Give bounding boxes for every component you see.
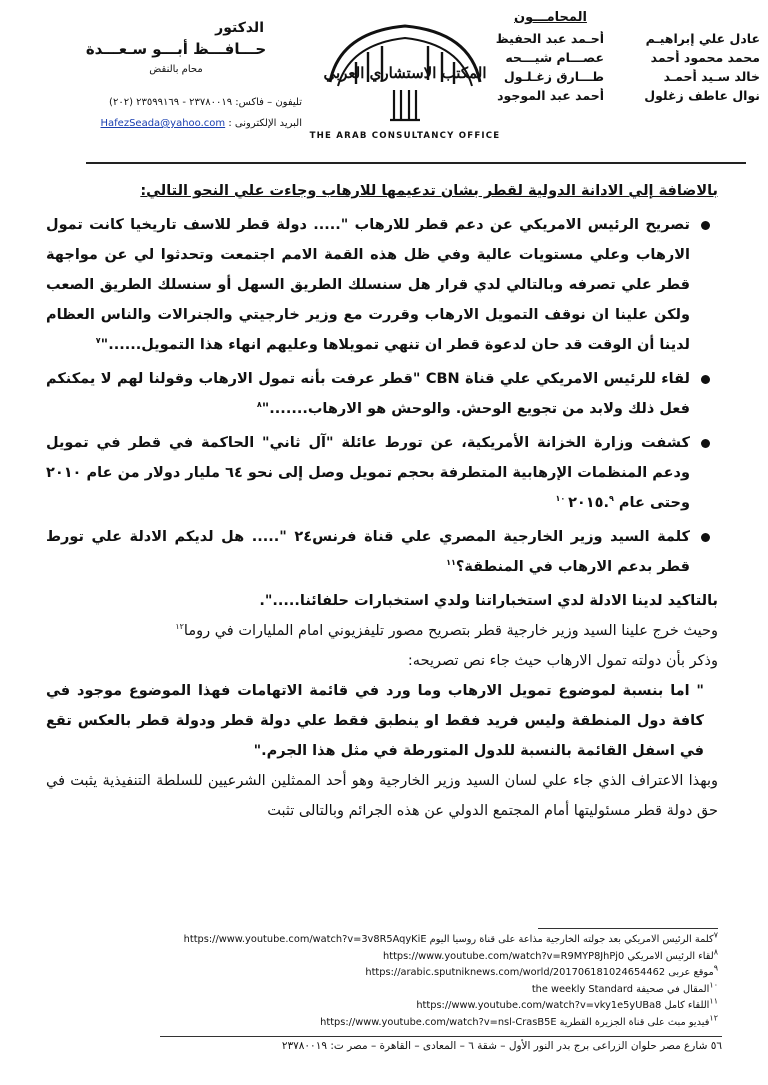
- lawyers-list: [474, 31, 760, 103]
- footnote: [150, 998, 718, 1015]
- doctor-title: الدكتور: [215, 20, 264, 36]
- doctor-subtitle: محام بالنقض: [149, 64, 203, 75]
- office-name-ar: المكتب الاستشاري العربي: [323, 64, 487, 82]
- footnote-ref: ٨: [256, 400, 262, 410]
- lawyer-name: طـــارق زغـلـول: [503, 69, 604, 84]
- list-item: [46, 364, 718, 424]
- office-name-en: THE ARAB CONSULTANCY OFFICE: [309, 131, 501, 141]
- footnote-number: ٧: [713, 932, 718, 940]
- quote-block: " اما بنسبة لموضوع تمويل الارهاب وما ورد في قائمة الاتهامات فهذا الموضوع موجود في كافة دول المنطقة وليس فريد فقط او ينطبق فقط علي دولة قطر ودولة قطر بالعكس تقع في اسفل القائمة بالنسبة للدول المتورطة في مثل هذا الجرم.": [46, 683, 704, 759]
- footnote-label: موقع عربى: [668, 967, 714, 979]
- footnote-link[interactable]: https://www.youtube.com/watch?v=R9MYP8JhPj0: [383, 950, 625, 962]
- footnote-ref: ٩ ١٠: [555, 494, 614, 504]
- footnote-number: ٩: [713, 965, 718, 973]
- bullet-icon: [701, 439, 710, 448]
- header-divider: [86, 162, 746, 164]
- lawyers-heading: المحامـــون: [514, 10, 587, 25]
- footnote-ref: ٧: [95, 336, 101, 346]
- bullet-text: تصريح الرئيس الامريكي عن دعم قطر للارهاب "..... دولة قطر للاسف تاريخيا كانت تمول الارهاب وعلي مستويات عالية وفي ظل هذه القمة الامم اجتمعت وتحدثوا لي عن مواجهة قطر علي تصرفه وبالتالي لدي قرار هل سنسلك الطريق السهل أو سنسلك الطريق الصعب ولكن علينا ان نوقف التمويل الارهاب وقررت مع وزير خارجيتي والجنرالات والناس العظام لدينا أن الوقت قد حان لدعوة قطر ان تنهي تمويلاها وعليهم انهاء هذا التمويل......": [46, 217, 690, 353]
- footnote-link[interactable]: https://arabic.sputniknews.com/world/201706181024654462: [365, 967, 666, 979]
- paragraph: [46, 616, 718, 646]
- footnote: [150, 965, 718, 982]
- footnote-ref: ١٢: [175, 622, 184, 632]
- footnote-label: لقاء الرئيس الامريكي: [627, 950, 714, 962]
- bullet-icon: [701, 375, 710, 384]
- footnote-label: فيديو مبث على قناة الجزيرة القطرية: [559, 1016, 710, 1028]
- lawyer-name: أحمد عبد الموجود: [497, 88, 604, 103]
- lawyers-block: [474, 10, 760, 130]
- email-label: البريد الإلكترونى :: [228, 118, 302, 129]
- footnote: [150, 1015, 718, 1032]
- document-body: [46, 176, 718, 826]
- bullet-text: لقاء للرئيس الامريكي علي قناة CBN "قطر عرفت بأنه تمول الارهاب وقولنا لهم لا يمكنكم فعل ذلك ولابد من تجويع الوحش. والوحش هو الارهاب.......": [46, 371, 690, 417]
- bullet-icon: [701, 221, 710, 230]
- list-item: [46, 428, 718, 518]
- footnote-label: اللقاء كامل: [664, 1000, 710, 1012]
- list-item: [46, 522, 718, 582]
- follow-up-line: بالتاكيد لدينا الادلة لدي استخباراتنا ولدي استخبارات حلفائنا.....".: [259, 593, 718, 609]
- email-line: [62, 118, 302, 129]
- doctor-block: [60, 20, 292, 75]
- doctor-name: حـــافـــظ أبـــو سـعـــدة: [85, 40, 267, 58]
- footnote-link[interactable]: https://www.youtube.com/watch?v=nsl-CrasB5E: [320, 1016, 557, 1028]
- paragraph-text: وحيث خرج علينا السيد وزير خارجية قطر بتصريح مصور تليفزيوني امام المليارات في روما: [183, 623, 718, 639]
- list-item: [46, 210, 718, 360]
- footnote: [150, 949, 718, 966]
- bullet-text: كلمة السيد وزير الخارجية المصري علي قناة فرنس٢٤ "..... هل لديكم الادلة علي تورط قطر بدعم الارهاب في المنطقة؟: [46, 529, 690, 575]
- footnote-label: المقال في صحيفة: [636, 983, 710, 995]
- office-logo: [310, 12, 500, 127]
- footnote: [150, 982, 718, 999]
- paragraph: وذكر بأن دولته تمول الارهاب حيث جاء نص تصريحه:: [407, 653, 718, 669]
- lawyer-name: أحـمد عبد الحفيظ: [495, 31, 604, 46]
- footnote-number: ١٢: [709, 1014, 718, 1023]
- footnote-label: كلمة الرئيس الامريكي بعد جولته الخارجية مذاعة على قناة روسيا اليوم: [429, 934, 714, 945]
- footnote-source: the weekly Standard: [531, 983, 633, 995]
- footnote-number: ٨: [713, 948, 718, 957]
- lawyer-name: عصـــام شيـــحه: [505, 50, 604, 65]
- lawyer-name: نوال عاطف زغلول: [644, 88, 760, 103]
- footnote-number: ١١: [709, 998, 718, 1007]
- bullet-icon: [701, 533, 710, 542]
- contact-block: [62, 97, 302, 139]
- footnote-divider: [538, 928, 718, 929]
- lawyer-name: محمد محمود أحمد: [650, 50, 760, 65]
- lawyer-name: عادل علي إبراهيـم: [645, 31, 760, 46]
- bullet-text: كشفت وزارة الخزانة الأمريكية، عن تورط عائلة "آل ثاني" الحاكمة في قطر في تمويل ودعم المنظمات الإرهابية المتطرفة بحجم تمويل وصل إلى نحو ٦٤ مليار دولار من عام ٢٠١٠ وحتى عام ٢٠١٥.: [46, 435, 690, 511]
- paragraph: وبهذا الاعتراف الذي جاء علي لسان السيد وزير الخارجية وهو أحد الممثلين الشرعيين للسلطة التنفيذية يثبت في حق دولة قطر مسئوليتها أمام المجتمع الدولي عن هذه الجرائم وبالتالى تثبت: [46, 773, 718, 819]
- phone-line: تليفون – فاكس: ٢٣٧٨٠٠١٩ - ٢٣٥٩٩١٦٩ (٢٠٢): [109, 97, 302, 108]
- lawyer-name: خالد سـيد أحمـد: [663, 69, 760, 84]
- footnote-ref: ١١: [446, 558, 456, 568]
- footnote-link[interactable]: https://www.youtube.com/watch?v=3v8R5AqyKiE: [183, 934, 427, 945]
- footnote: [150, 932, 718, 949]
- office-address: ٥٦ شارع مصر حلوان الزراعى برج بدر النور الأول – شقة ٦ – المعادى – القاهرة – مصر ت: ٢٣٧٨٠٠١٩: [281, 1040, 722, 1052]
- footnote-number: ١٠: [709, 981, 718, 990]
- email-link[interactable]: HafezSeada@yahoo.com: [100, 118, 226, 129]
- address-divider: [160, 1036, 722, 1037]
- intro-heading: بالاضافة إلي الادانة الدولية لقطر بشان تدعيمها للارهاب وجاءت علي النحو التالي:: [140, 183, 718, 199]
- footnotes: [150, 932, 718, 1032]
- footnote-link[interactable]: https://www.youtube.com/watch?v=vky1e5yUBa8: [416, 1000, 662, 1012]
- office-logo-block: [305, 12, 505, 154]
- bullet-list: [46, 210, 718, 582]
